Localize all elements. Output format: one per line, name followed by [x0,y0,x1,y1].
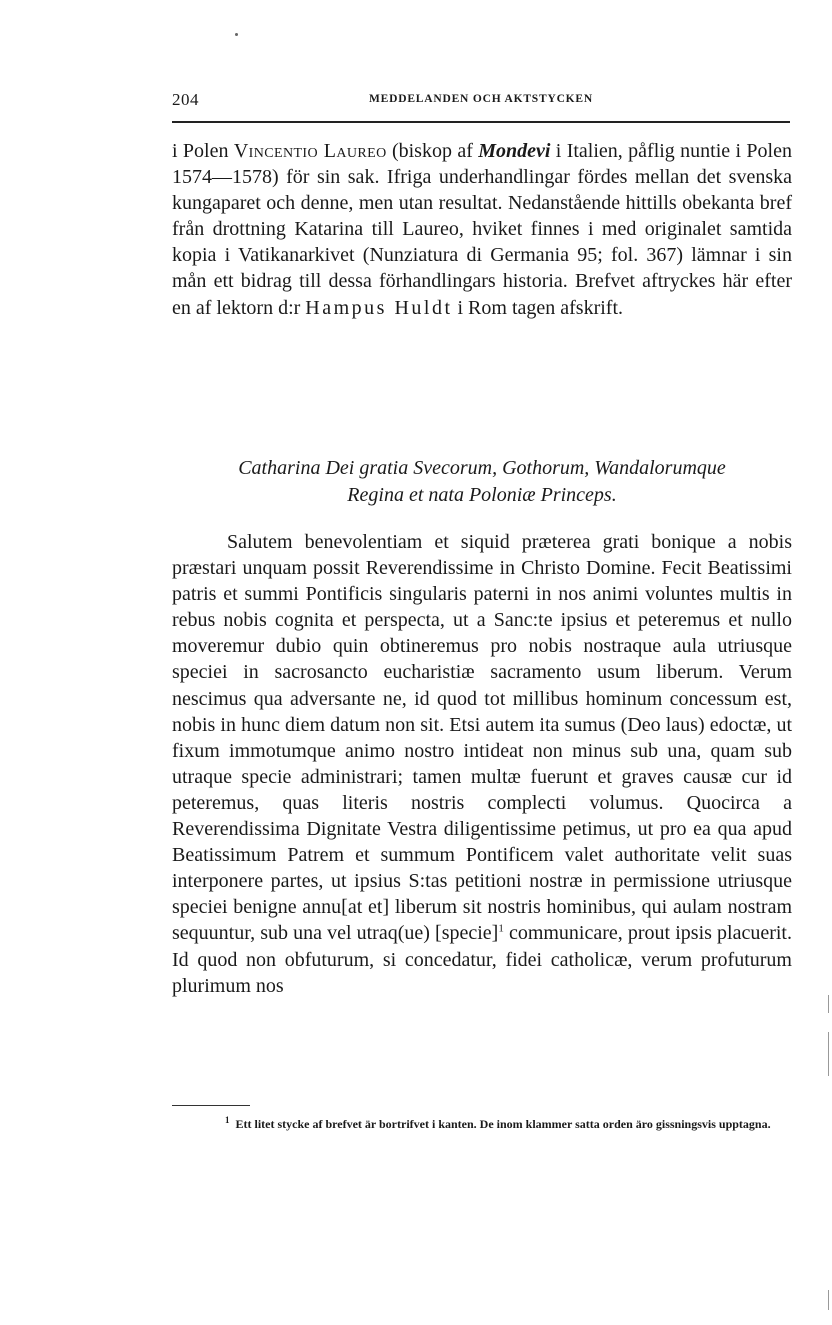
intro-text: i Rom tagen afskrift. [452,296,624,319]
place-name-mondevi: Mondevi [478,140,551,162]
scan-speck [235,33,238,36]
footnote-reference: 1 [498,922,504,935]
person-name-huldt: Hampus Huldt [305,296,453,319]
letter-text: communicare, prout ipsis placuerit. Id quod non obfuturum, si concedatur, fidei catholicæ, verum profuturum plurimum nos [172,922,792,997]
letter-title [172,455,792,508]
letter-body [172,529,792,999]
intro-paragraph [172,138,792,321]
intro-text: i Polen [172,140,234,162]
scan-mark [828,1290,829,1310]
page-number: 204 [172,90,199,109]
footnote-text: Ett litet stycke af brefvet är bortrifvet i kanten. De inom klammer satta orden äro gissningsvis upptagna. [235,1117,771,1131]
scan-mark [828,995,829,1013]
footnote-rule [172,1105,250,1106]
letter-title-line: Catharina Dei gratia Svecorum, Gothorum, Wandalorumque [238,457,726,479]
letter-title-line: Regina et nata Poloniæ Princeps. [347,483,617,506]
page-header [172,88,790,112]
header-rule [172,121,790,123]
intro-text: i Italien, påflig nuntie i Polen 1574—1578) för sin sak. Ifriga underhandlingar fördes mellan det svenska kungaparet och denne, men utan resultat. Nedanstående hittills obekanta bref från drottning Katarina till Laureo, hviket finnes i med originalet samtida kopia i Vatikanarkivet (Nunziatura di Germania 95; fol. 367) lämnar i sin mån ett bidrag till dessa förhandlingars historia. Brefvet aftryckes här efter en af lektorn d:r [172,140,792,319]
intro-text: (biskop af [386,140,479,162]
footnote [172,1114,792,1135]
scan-mark [828,1032,829,1076]
person-name-laureo: Vincentio Laureo [233,140,387,162]
footnote-marker: 1 [225,1115,230,1125]
letter-text: Salutem benevolentiam et siquid præterea grati bonique a nobis præstari unquam possit Reverendissime in Christo Domine. Fecit Beatissimi patris et summi Pontificis singularis paterni in nos animi voluntes multis in rebus nobis cognita et perspecta, ut a Sanc:te ipsius et peteremus et nullo moveremur dubio quin obtineremus pro nobis nostraque aula utriusque speciei in sacrosancto eucharistiæ sacramento usum liberum. Verum nescimus qua adversante ne, id quod tot millibus hominum concessum est, nobis in hunc diem datum non sit. Etsi autem ita sumus (Deo laus) edoctæ, ut fixum immotumque animo nostro intideat non minus sub una, quam sub utraque specie administrari; tamen multæ fuerunt et graves causæ cur id peteremus, quas literis nostris complecti volumus. Quocirca a Reverendissima Dignitate Vestra diligentissime petimus, ut pro ea qua apud Beatissimum Patrem et summum Pontificem valet authoritate velit suas interponere partes, ut ipsius S:tas petitioni nostræ in permissione utriusque speciei benigne annu[at et] liberum sit nostris hominibus, qui aulam nostram sequuntur, sub una vel utraq(ue) [specie] [172,531,792,945]
running-head: MEDDELANDEN OCH AKTSTYCKEN [369,93,593,105]
